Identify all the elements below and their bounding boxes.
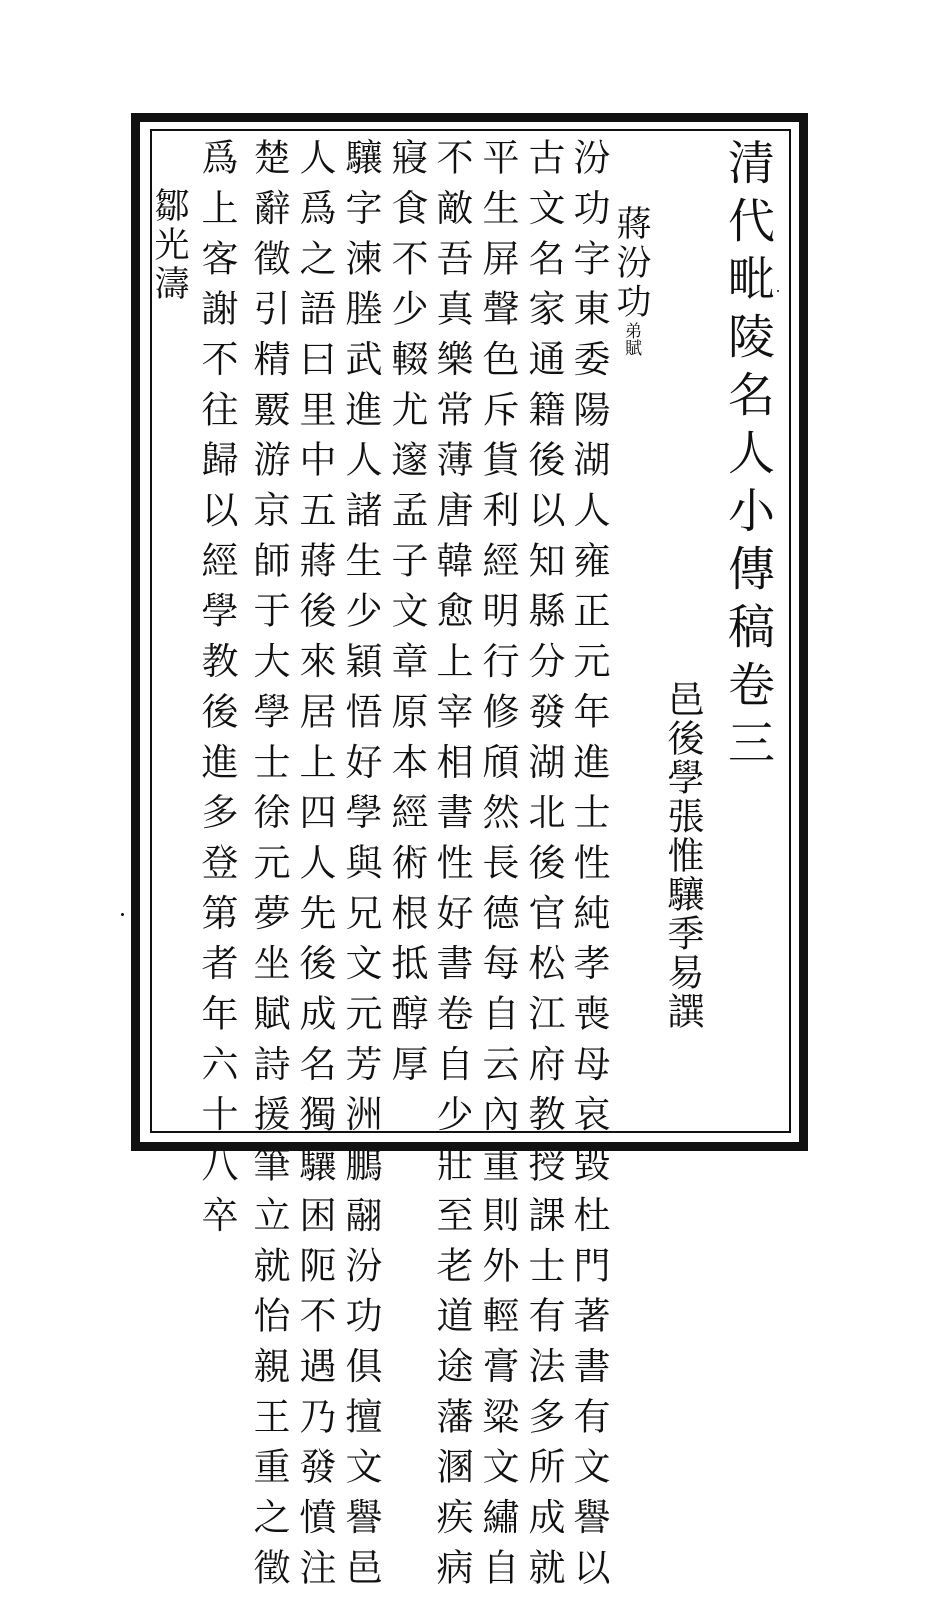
text-column: 爲上客謝不往歸以經學教後進多登第者年六十八卒 xyxy=(195,138,238,1246)
ink-speck xyxy=(121,913,124,916)
signoff-name: 鄒光濤 xyxy=(149,187,189,304)
entry-name: 蔣汾功 xyxy=(611,205,651,322)
text-column: 不敵吾真樂常薄唐韓愈上宰相書性好書卷自少壯至老道途藩溷疾病 xyxy=(430,138,473,1598)
text-column: 驤字湅塍武進人諸生少穎悟好學與兄文元芳洲鵬翮汾功俱擅文譽邑 xyxy=(339,138,382,1598)
text-column: 寢食不少輟尤邃孟子文章原本經術根抵醇厚 xyxy=(385,138,428,1095)
author-line: 邑後學張惟驤季易譔 xyxy=(661,680,704,1031)
text-column: 汾功字東委陽湖人雍正元年進士性純孝喪母哀毀杜門著書有文譽以 xyxy=(567,138,610,1598)
page-title: 清代毗陵名人小傳稿卷三 xyxy=(720,138,775,776)
ink-speck xyxy=(777,290,779,292)
entry-heading xyxy=(611,205,651,356)
text-column: 古文名家通籍後以知縣分發湖北後官松江府教授課士有法多所成就 xyxy=(522,138,565,1598)
text-column: 人爲之語曰里中五蔣後來居上四人先後成名獨驤困阨不遇乃發憤注 xyxy=(293,138,336,1598)
entry-note: 弟賦 xyxy=(621,322,641,356)
text-column: 平生屏聲色斥貨利經明行修頎然長德每自云內重則外輕膏粱文繡自 xyxy=(476,138,519,1598)
text-column: 楚辭徵引精覈游京師于大學士徐元夢坐賦詩援筆立就怡親王重之徵 xyxy=(247,138,290,1598)
